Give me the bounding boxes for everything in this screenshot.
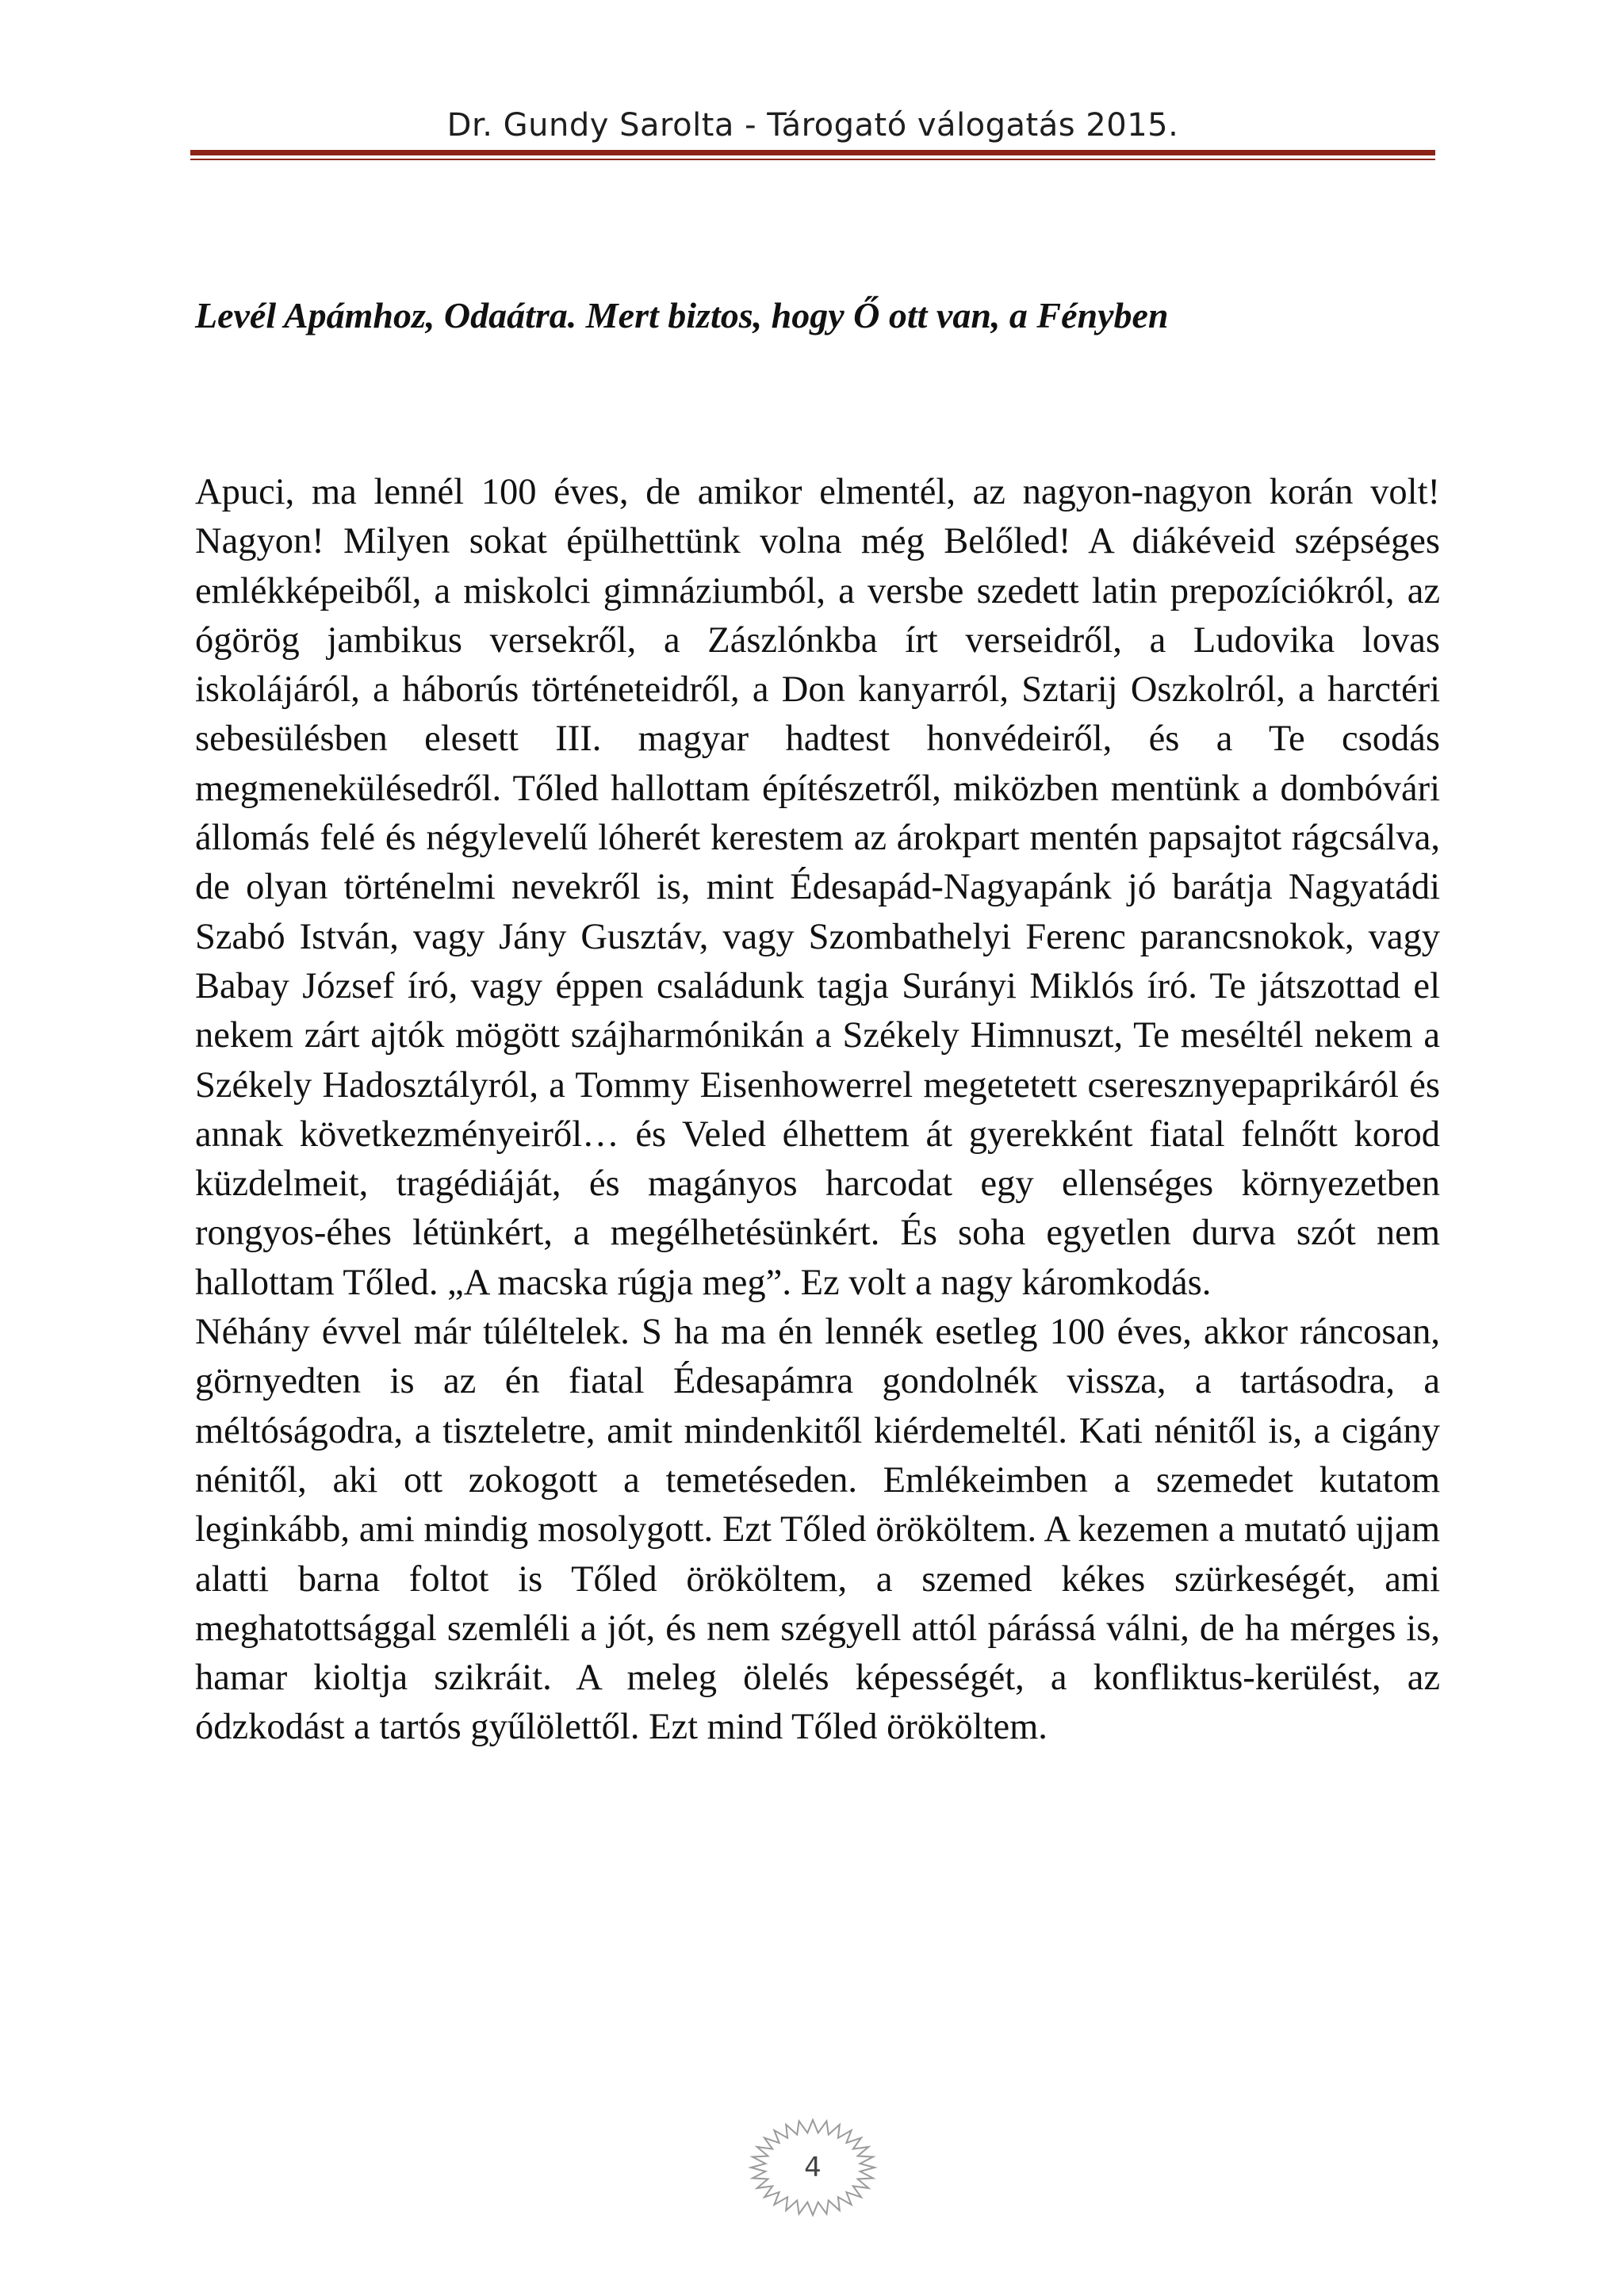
header-rule-thick [190, 150, 1435, 155]
body-paragraph-1: Apuci, ma lennél 100 éves, de amikor elmentél, az nagyon-nagyon korán volt! Nagyon! Milyen sokat épülhettünk volna még Belőled! A diákéveid szépséges emlékképeiből, a miskolci gimnáziumból, a versbe szedett latin prepozíciókról, az ógörög jambikus versekről, a Zászlónkba írt verseidről, a Ludovika lovas iskolájáról, a háborús történeteidről, a Don kanyarról, Sztarij Oszkolról, a harctéri sebesülésben elesett III. magyar hadtest honvédeiről, és a Te csodás megmenekülésedről. Tőled hallottam építészetről, miközben mentünk a dombóvári állomás felé és négylevelű lóherét kerestem az árokpart mentén papsajtot rágcsálva, de olyan történelmi nevekről is, mint Édesapád-Nagyapánk jó barátja Nagyatádi Szabó István, vagy Jány Gusztáv, vagy Szombathelyi Ferenc parancsnokok, vagy Babay József író, vagy éppen családunk tagja Surányi Miklós író. Te játszottad el nekem zárt ajtók mögött szájharmónikán a Székely Himnuszt, Te meséltél nekem a Székely Hadosztályról, a Tommy Eisenhowerrel megetetett cseresznyepaprikáról és annak következményeiről… és Veled élhettem át gyerekként fiatal felnőtt korod küzdelmeit, tragédiáját, és magányos harcodat egy ellenséges környezetben rongyos-éhes létünkért, a megélhetésünkért. És soha egyetlen durva szót nem hallottam Tőled. „A macska rúgja meg”. Ez volt a nagy káromkodás. [195, 472, 1440, 1303]
page-number-badge [745, 2116, 880, 2219]
article-title: Levél Apámhoz, Odaátra. Mert biztos, hogy Ő ott van, a Fényben [195, 295, 1169, 335]
body-paragraph-2: Néhány évvel már túléltelek. S ha ma én lennék esetleg 100 éves, akkor ráncosan, görnyedten is az én fiatal Édesapámra gondolnék vissza, a tartásodra, a méltóságodra, a tiszteletre, amit mindenkitől kiérdemeltél. Kati nénitől is, a cigány nénitől, aki ott zokogott a temetéseden. Emlékeimben a szemedet kutatom leginkább, ami mindig mosolygott. Ezt Tőled örököltem. A kezemen a mutató ujjam alatti barna foltot is Tőled örököltem, a szemed kékes szürkeségét, ami meghatottsággal szemléli a jót, és nem szégyell attól párássá válni, de ha mérges is, hamar kioltja szikráit. A meleg ölelés képességét, a konfliktus-kerülést, az ódzkodást a tartós gyűlölettől. Ezt mind Tőled örököltem. [195, 1312, 1440, 1748]
running-header-title: Dr. Gundy Sarolta - Tárogató válogatás 2015. [446, 107, 1179, 144]
article-body [195, 468, 1440, 1753]
header-rule-thin [190, 159, 1435, 160]
page-number: 4 [804, 2152, 822, 2183]
